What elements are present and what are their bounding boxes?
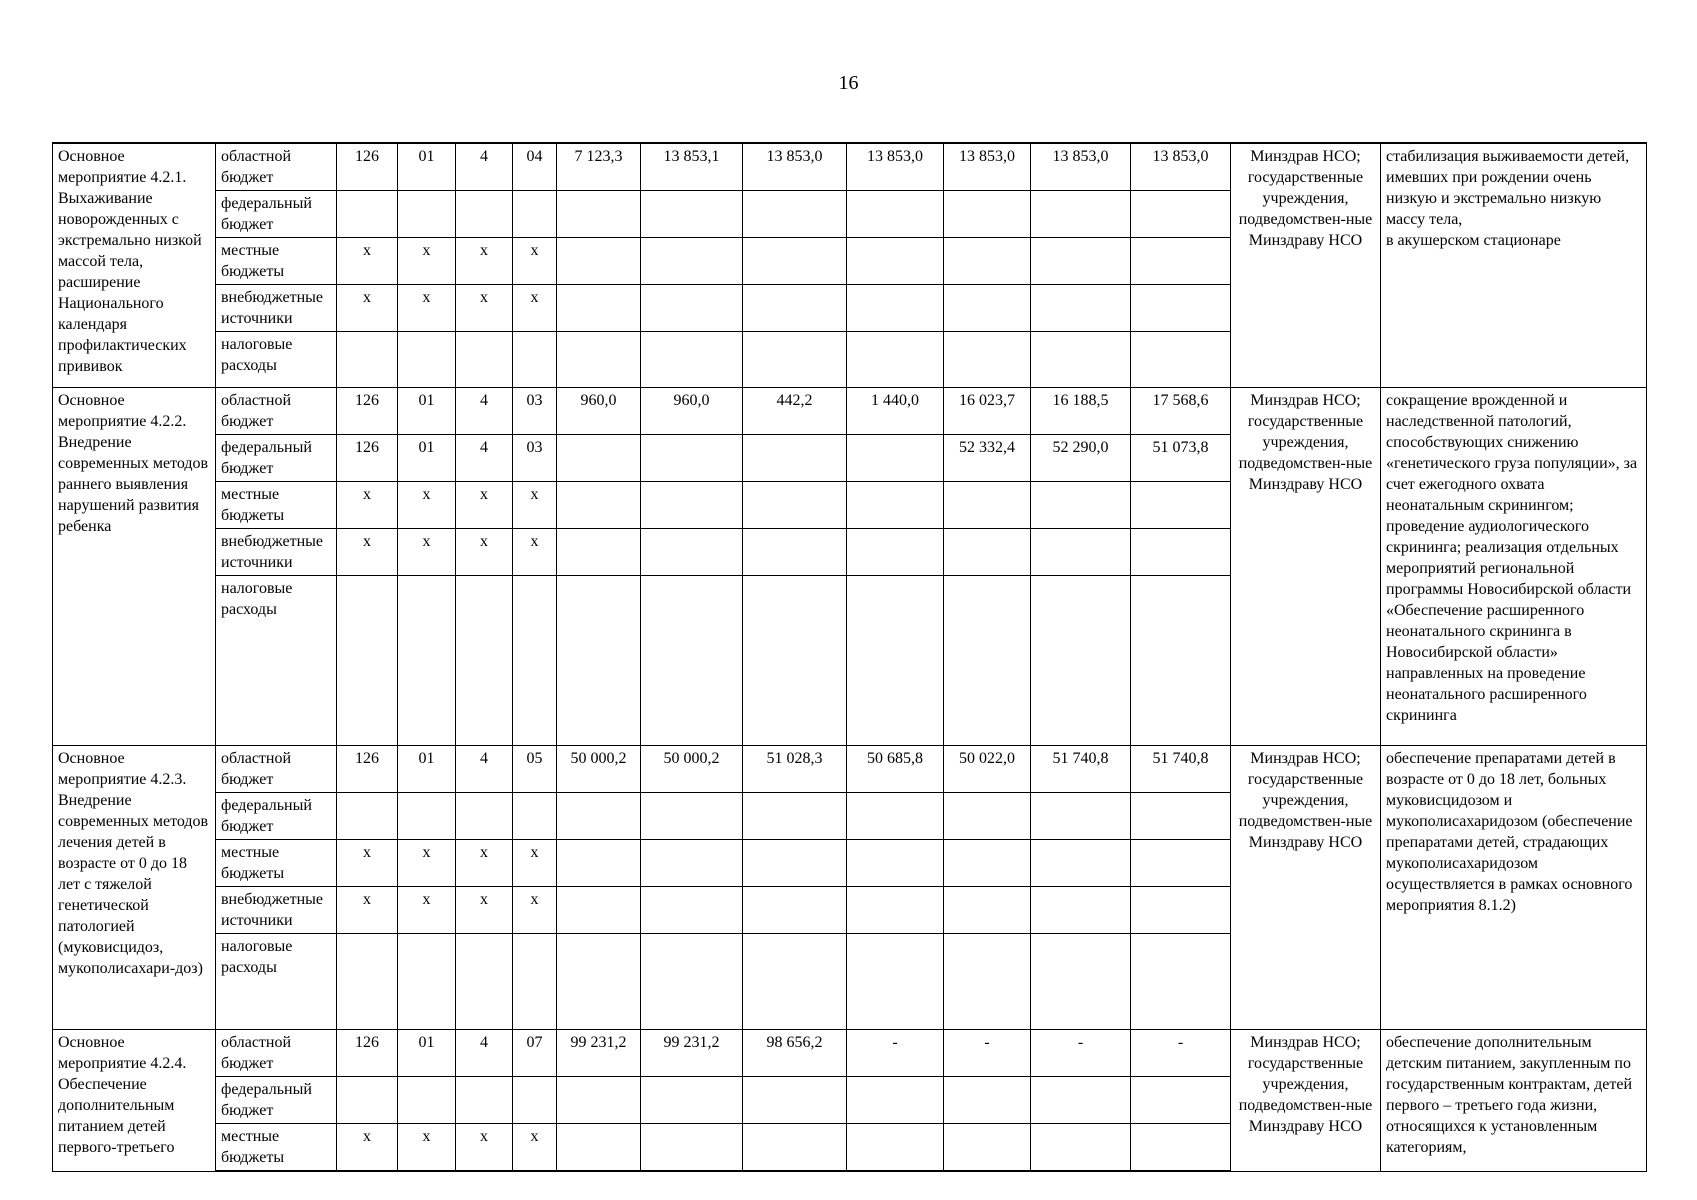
amount-cell bbox=[557, 529, 641, 576]
amount-cell bbox=[1131, 191, 1231, 238]
budget-code-cell bbox=[398, 191, 456, 238]
funding-source-cell: федеральный бюджет bbox=[216, 191, 337, 238]
budget-code-cell bbox=[513, 793, 557, 840]
funding-source-cell: налоговые расходы bbox=[216, 332, 337, 388]
budget-code-cell bbox=[456, 576, 513, 746]
amount-cell bbox=[847, 793, 944, 840]
amount-cell bbox=[743, 285, 847, 332]
amount-cell bbox=[1031, 1077, 1131, 1124]
funding-source-cell: внебюджетные источники bbox=[216, 285, 337, 332]
amount-cell bbox=[1031, 840, 1131, 887]
budget-code-cell bbox=[513, 191, 557, 238]
budget-code-cell: 01 bbox=[398, 746, 456, 793]
amount-cell bbox=[641, 482, 743, 529]
table-row bbox=[53, 1030, 1647, 1077]
amount-cell bbox=[743, 529, 847, 576]
amount-cell bbox=[1031, 934, 1131, 1030]
amount-cell bbox=[743, 1077, 847, 1124]
amount-cell bbox=[1131, 576, 1231, 746]
amount-cell bbox=[557, 887, 641, 934]
budget-code-cell: х bbox=[337, 238, 398, 285]
budget-code-cell: 01 bbox=[398, 435, 456, 482]
funding-source-cell: областной бюджет bbox=[216, 388, 337, 435]
amount-cell: 50 000,2 bbox=[557, 746, 641, 793]
budget-code-cell: х bbox=[456, 238, 513, 285]
budget-code-cell: х bbox=[456, 482, 513, 529]
budget-code-cell: х bbox=[337, 887, 398, 934]
budget-code-cell: х bbox=[337, 529, 398, 576]
measure-name-cell: Основное мероприятие 4.2.2. Внедрение современных методов раннего выявления нарушений развития ребенка bbox=[53, 388, 216, 746]
amount-cell: 442,2 bbox=[743, 388, 847, 435]
amount-cell bbox=[1131, 238, 1231, 285]
funding-source-cell: внебюджетные источники bbox=[216, 529, 337, 576]
amount-cell bbox=[847, 887, 944, 934]
amount-cell bbox=[557, 1124, 641, 1172]
budget-code-cell: 05 bbox=[513, 746, 557, 793]
amount-cell bbox=[847, 1124, 944, 1172]
amount-cell bbox=[944, 332, 1031, 388]
amount-cell bbox=[1131, 1124, 1231, 1172]
amount-cell bbox=[557, 1077, 641, 1124]
budget-code-cell: 4 bbox=[456, 143, 513, 191]
budget-code-cell: 04 bbox=[513, 143, 557, 191]
budget-code-cell: х bbox=[513, 285, 557, 332]
budget-code-cell bbox=[398, 1077, 456, 1124]
budget-code-cell: х bbox=[398, 482, 456, 529]
funding-source-cell: федеральный бюджет bbox=[216, 435, 337, 482]
amount-cell: - bbox=[944, 1030, 1031, 1077]
budget-code-cell: х bbox=[513, 482, 557, 529]
amount-cell bbox=[641, 576, 743, 746]
funding-source-cell: внебюджетные источники bbox=[216, 887, 337, 934]
amount-cell bbox=[743, 887, 847, 934]
amount-cell bbox=[743, 840, 847, 887]
funding-source-cell: областной бюджет bbox=[216, 143, 337, 191]
amount-cell bbox=[944, 238, 1031, 285]
budget-code-cell: х bbox=[456, 529, 513, 576]
amount-cell bbox=[1031, 191, 1131, 238]
expected-result-cell: обеспечение дополнительным детским питанием, закупленным по государственным контрактам, детей первого – третьего года жизни, относящихся к установленным категориям, bbox=[1381, 1030, 1647, 1172]
amount-cell: 51 028,3 bbox=[743, 746, 847, 793]
amount-cell bbox=[944, 576, 1031, 746]
budget-code-cell bbox=[337, 576, 398, 746]
amount-cell bbox=[557, 435, 641, 482]
amount-cell bbox=[847, 332, 944, 388]
page-number: 16 bbox=[838, 72, 859, 94]
amount-cell bbox=[743, 576, 847, 746]
budget-code-cell: х bbox=[398, 887, 456, 934]
budget-code-cell: х bbox=[398, 238, 456, 285]
table-row bbox=[53, 746, 1647, 793]
budget-code-cell: х bbox=[337, 285, 398, 332]
amount-cell bbox=[1031, 887, 1131, 934]
amount-cell bbox=[847, 934, 944, 1030]
amount-cell bbox=[743, 191, 847, 238]
amount-cell: 13 853,0 bbox=[1131, 143, 1231, 191]
amount-cell bbox=[847, 529, 944, 576]
amount-cell: 13 853,1 bbox=[641, 143, 743, 191]
budget-code-cell: х bbox=[456, 840, 513, 887]
amount-cell: 51 740,8 bbox=[1031, 746, 1131, 793]
budget-code-cell: 4 bbox=[456, 388, 513, 435]
amount-cell bbox=[641, 191, 743, 238]
amount-cell: 50 022,0 bbox=[944, 746, 1031, 793]
amount-cell bbox=[641, 934, 743, 1030]
amount-cell bbox=[557, 576, 641, 746]
executor-cell: Минздрав НСО; государственные учреждения, подведомствен-ные Минздраву НСО bbox=[1231, 746, 1381, 1030]
amount-cell: 50 685,8 bbox=[847, 746, 944, 793]
amount-cell bbox=[641, 529, 743, 576]
budget-code-cell: 126 bbox=[337, 435, 398, 482]
amount-cell: 99 231,2 bbox=[557, 1030, 641, 1077]
funding-source-cell: областной бюджет bbox=[216, 746, 337, 793]
budget-code-cell bbox=[456, 191, 513, 238]
budget-code-cell: 126 bbox=[337, 388, 398, 435]
budget-code-cell: х bbox=[398, 840, 456, 887]
budget-code-cell bbox=[337, 1077, 398, 1124]
funding-source-cell: областной бюджет bbox=[216, 1030, 337, 1077]
funding-source-cell: местные бюджеты bbox=[216, 840, 337, 887]
amount-cell bbox=[1031, 482, 1131, 529]
amount-cell bbox=[1131, 793, 1231, 840]
expected-result-cell: стабилизация выживаемости детей, имевших при рождении очень низкую и экстремально низкую массу тела, в акушерском стационаре bbox=[1381, 143, 1647, 388]
amount-cell bbox=[944, 191, 1031, 238]
amount-cell bbox=[944, 482, 1031, 529]
budget-code-cell bbox=[337, 332, 398, 388]
amount-cell: 50 000,2 bbox=[641, 746, 743, 793]
amount-cell bbox=[944, 1124, 1031, 1172]
amount-cell bbox=[743, 332, 847, 388]
budget-code-cell: 126 bbox=[337, 746, 398, 793]
amount-cell bbox=[944, 285, 1031, 332]
budget-code-cell: х bbox=[513, 1124, 557, 1172]
amount-cell bbox=[1031, 238, 1131, 285]
amount-cell bbox=[557, 238, 641, 285]
funding-source-cell: местные бюджеты bbox=[216, 482, 337, 529]
amount-cell bbox=[1131, 840, 1231, 887]
amount-cell bbox=[1031, 1124, 1131, 1172]
amount-cell bbox=[743, 238, 847, 285]
expected-result-cell: обеспечение препаратами детей в возрасте от 0 до 18 лет, больных муковисцидозом и мукополисахаридозом (обеспечение препаратами детей, страдающих мукополисахаридозом осуществляется в рамках основного мероприятия 8.1.2) bbox=[1381, 746, 1647, 1030]
amount-cell bbox=[1031, 332, 1131, 388]
budget-code-cell bbox=[513, 332, 557, 388]
budget-code-cell bbox=[456, 793, 513, 840]
amount-cell bbox=[557, 332, 641, 388]
executor-cell: Минздрав НСО; государственные учреждения, подведомствен-ные Минздраву НСО bbox=[1231, 388, 1381, 746]
amount-cell: 98 656,2 bbox=[743, 1030, 847, 1077]
budget-code-cell: 4 bbox=[456, 1030, 513, 1077]
amount-cell bbox=[847, 576, 944, 746]
amount-cell: 960,0 bbox=[557, 388, 641, 435]
amount-cell bbox=[1131, 887, 1231, 934]
amount-cell: 13 853,0 bbox=[944, 143, 1031, 191]
amount-cell: 13 853,0 bbox=[1031, 143, 1131, 191]
amount-cell bbox=[1131, 1077, 1231, 1124]
budget-code-cell bbox=[513, 576, 557, 746]
amount-cell bbox=[743, 934, 847, 1030]
amount-cell: 16 188,5 bbox=[1031, 388, 1131, 435]
budget-code-cell: х bbox=[513, 840, 557, 887]
executor-cell: Минздрав НСО; государственные учреждения, подведомствен-ные Минздраву НСО bbox=[1231, 1030, 1381, 1172]
budget-code-cell bbox=[398, 576, 456, 746]
table-row bbox=[53, 143, 1647, 191]
budget-code-cell bbox=[398, 934, 456, 1030]
budget-code-cell: х bbox=[337, 482, 398, 529]
amount-cell bbox=[944, 840, 1031, 887]
budget-code-cell: х bbox=[513, 529, 557, 576]
amount-cell bbox=[557, 840, 641, 887]
executor-cell: Минздрав НСО; государственные учреждения, подведомствен-ные Минздраву НСО bbox=[1231, 143, 1381, 388]
budget-code-cell: х bbox=[456, 887, 513, 934]
funding-source-cell: местные бюджеты bbox=[216, 238, 337, 285]
amount-cell bbox=[944, 529, 1031, 576]
amount-cell: 51 740,8 bbox=[1131, 746, 1231, 793]
expected-result-cell: сокращение врожденной и наследственной патологий, способствующих снижению «генетического груза популяции», за счет ежегодного охвата неонатальным скринингом; проведение аудиологического скрининга; реализация отдельных мероприятий региональной программы Новосибирской области «Обеспечение расширенного неонатального скрининга в Новосибирской области» направленных на проведение неонатального расширенного скрининга bbox=[1381, 388, 1647, 746]
budget-code-cell: х bbox=[456, 285, 513, 332]
amount-cell bbox=[641, 840, 743, 887]
budget-code-cell: 01 bbox=[398, 388, 456, 435]
amount-cell: 16 023,7 bbox=[944, 388, 1031, 435]
amount-cell bbox=[743, 482, 847, 529]
amount-cell bbox=[641, 887, 743, 934]
budget-code-cell: х bbox=[337, 840, 398, 887]
budget-code-cell: 126 bbox=[337, 1030, 398, 1077]
budget-code-cell: х bbox=[513, 887, 557, 934]
amount-cell bbox=[1031, 285, 1131, 332]
table-body bbox=[53, 143, 1647, 1171]
amount-cell bbox=[641, 285, 743, 332]
amount-cell bbox=[557, 793, 641, 840]
amount-cell bbox=[1131, 285, 1231, 332]
budget-code-cell bbox=[456, 1077, 513, 1124]
amount-cell: 99 231,2 bbox=[641, 1030, 743, 1077]
amount-cell bbox=[557, 934, 641, 1030]
amount-cell: 51 073,8 bbox=[1131, 435, 1231, 482]
amount-cell bbox=[1031, 529, 1131, 576]
budget-code-cell bbox=[456, 934, 513, 1030]
budget-code-cell bbox=[337, 191, 398, 238]
amount-cell: 13 853,0 bbox=[743, 143, 847, 191]
amount-cell: 7 123,3 bbox=[557, 143, 641, 191]
amount-cell bbox=[557, 191, 641, 238]
amount-cell bbox=[641, 435, 743, 482]
budget-code-cell: 126 bbox=[337, 143, 398, 191]
budget-code-cell: х bbox=[337, 1124, 398, 1172]
budget-code-cell bbox=[456, 332, 513, 388]
amount-cell bbox=[944, 1077, 1031, 1124]
amount-cell: - bbox=[847, 1030, 944, 1077]
amount-cell bbox=[847, 238, 944, 285]
amount-cell bbox=[1131, 482, 1231, 529]
funding-source-cell: местные бюджеты bbox=[216, 1124, 337, 1172]
budget-code-cell bbox=[398, 332, 456, 388]
amount-cell bbox=[743, 793, 847, 840]
amount-cell: - bbox=[1031, 1030, 1131, 1077]
amount-cell bbox=[641, 793, 743, 840]
amount-cell: 960,0 bbox=[641, 388, 743, 435]
funding-source-cell: федеральный бюджет bbox=[216, 1077, 337, 1124]
amount-cell: - bbox=[1131, 1030, 1231, 1077]
funding-source-cell: налоговые расходы bbox=[216, 934, 337, 1030]
budget-code-cell: х bbox=[398, 529, 456, 576]
amount-cell bbox=[847, 1077, 944, 1124]
amount-cell bbox=[944, 887, 1031, 934]
budget-code-cell bbox=[513, 934, 557, 1030]
program-measures-table bbox=[52, 142, 1647, 1172]
amount-cell bbox=[847, 285, 944, 332]
amount-cell bbox=[847, 435, 944, 482]
budget-code-cell: 4 bbox=[456, 435, 513, 482]
funding-source-cell: федеральный бюджет bbox=[216, 793, 337, 840]
budget-code-cell: 03 bbox=[513, 388, 557, 435]
amount-cell bbox=[1031, 576, 1131, 746]
budget-code-cell: 4 bbox=[456, 746, 513, 793]
amount-cell: 13 853,0 bbox=[847, 143, 944, 191]
amount-cell bbox=[847, 482, 944, 529]
amount-cell: 17 568,6 bbox=[1131, 388, 1231, 435]
amount-cell bbox=[1031, 793, 1131, 840]
measure-name-cell: Основное мероприятие 4.2.1. Выхаживание новорожденных с экстремально низкой массой тела, расширение Национального календаря профилактических прививок bbox=[53, 143, 216, 388]
budget-code-cell: х bbox=[398, 285, 456, 332]
amount-cell bbox=[641, 238, 743, 285]
amount-cell bbox=[1131, 529, 1231, 576]
budget-code-cell: х bbox=[513, 238, 557, 285]
amount-cell bbox=[743, 435, 847, 482]
amount-cell: 1 440,0 bbox=[847, 388, 944, 435]
budget-code-cell: 01 bbox=[398, 143, 456, 191]
amount-cell bbox=[641, 1124, 743, 1172]
budget-code-cell bbox=[337, 793, 398, 840]
amount-cell: 52 290,0 bbox=[1031, 435, 1131, 482]
amount-cell: 52 332,4 bbox=[944, 435, 1031, 482]
amount-cell bbox=[557, 285, 641, 332]
budget-code-cell: х bbox=[398, 1124, 456, 1172]
budget-code-cell: 03 bbox=[513, 435, 557, 482]
budget-code-cell bbox=[337, 934, 398, 1030]
amount-cell bbox=[743, 1124, 847, 1172]
amount-cell bbox=[557, 482, 641, 529]
amount-cell bbox=[944, 793, 1031, 840]
amount-cell bbox=[847, 840, 944, 887]
table-row bbox=[53, 388, 1647, 435]
measure-name-cell: Основное мероприятие 4.2.4. Обеспечение дополнительным питанием детей первого-третьего bbox=[53, 1030, 216, 1172]
budget-code-cell: 01 bbox=[398, 1030, 456, 1077]
budget-code-cell: х bbox=[456, 1124, 513, 1172]
amount-cell bbox=[1131, 332, 1231, 388]
amount-cell bbox=[641, 332, 743, 388]
budget-code-cell bbox=[513, 1077, 557, 1124]
amount-cell bbox=[641, 1077, 743, 1124]
amount-cell bbox=[847, 191, 944, 238]
amount-cell bbox=[944, 934, 1031, 1030]
budget-code-cell: 07 bbox=[513, 1030, 557, 1077]
budget-code-cell bbox=[398, 793, 456, 840]
funding-source-cell: налоговые расходы bbox=[216, 576, 337, 746]
amount-cell bbox=[1131, 934, 1231, 1030]
measure-name-cell: Основное мероприятие 4.2.3. Внедрение современных методов лечения детей в возрасте от 0 до 18 лет с тяжелой генетической патологией (муковисцидоз, мукополисахари-доз) bbox=[53, 746, 216, 1030]
